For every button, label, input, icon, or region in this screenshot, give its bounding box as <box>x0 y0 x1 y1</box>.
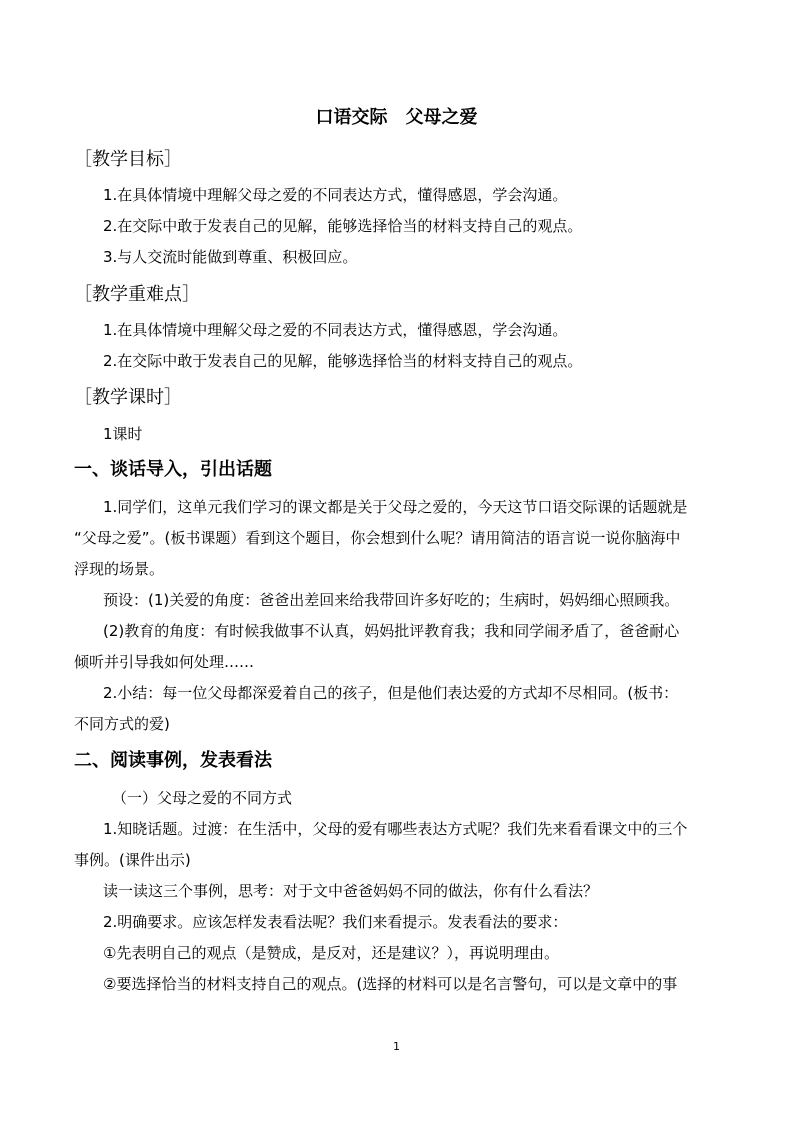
goal-item-3: 3.与人交流时能做到尊重、积极回应。 <box>103 248 358 266</box>
part1-paragraph-2: 预设：(1)关爱的角度：爸爸出差回来给我带回许多好吃的；生病时，妈妈细心照顾我。 <box>103 591 680 609</box>
part1-paragraph-3-line-1: (2)教育的角度：有时候我做事不认真，妈妈批评教育我；我和同学闹矛盾了，爸爸耐心 <box>103 622 680 640</box>
part1-paragraph-1-line-3: 浮现的场景。 <box>74 560 165 578</box>
keypoints-heading: ［教学重难点］ <box>74 284 200 305</box>
part2-heading: 二、阅读事例，发表看法 <box>74 750 272 771</box>
hours-heading: ［教学课时］ <box>74 387 182 408</box>
part2-subheading: （一）父母之爱的不同方式 <box>112 789 293 807</box>
goal-item-2: 2.在交际中敢于发表自己的见解，能够选择恰当的材料支持自己的观点。 <box>103 217 583 235</box>
part2-paragraph-1-line-2: 事例。(课件出示) <box>74 851 191 869</box>
part1-paragraph-3-line-2: 倾听并引导我如何处理…… <box>74 653 255 671</box>
keypoint-item-2: 2.在交际中敢于发表自己的见解，能够选择恰当的材料支持自己的观点。 <box>103 352 583 370</box>
goals-heading: ［教学目标］ <box>74 149 182 170</box>
part1-paragraph-1-line-1: 1.同学们，这单元我们学习的课文都是关于父母之爱的，今天这节口语交际课的话题就是 <box>103 498 688 516</box>
goal-item-1: 1.在具体情境中理解父母之爱的不同表达方式，懂得感恩，学会沟通。 <box>103 186 568 204</box>
part1-paragraph-1-line-2: “父母之爱”。(板书课题）看到这个题目，你会想到什么呢？请用简洁的语言说一说你脑海中 <box>74 529 681 547</box>
hours-value: 1课时 <box>103 425 143 443</box>
part2-paragraph-2: 读一读这三个事例，思考：对于文中爸爸妈妈不同的做法，你有什么看法？ <box>103 882 599 900</box>
part2-paragraph-3: 2.明确要求。应该怎样发表看法呢？我们来看提示。发表看法的要求： <box>103 913 568 931</box>
page-number: 1 <box>393 1040 400 1053</box>
part1-paragraph-4-line-2: 不同方式的爱) <box>74 715 170 733</box>
part2-paragraph-1-line-1: 1.知晓话题。过渡：在生活中，父母的爱有哪些表达方式呢？我们先来看看课文中的三个 <box>103 820 688 838</box>
part1-paragraph-4-line-1: 2.小结：每一位父母都深爱着自己的孩子，但是他们表达爱的方式却不尽相同。(板书： <box>103 684 679 702</box>
part1-heading: 一、谈话导入，引出话题 <box>74 459 272 480</box>
keypoint-item-1: 1.在具体情境中理解父母之爱的不同表达方式，懂得感恩，学会沟通。 <box>103 321 568 339</box>
document-title: 口语交际 父母之爱 <box>315 107 478 128</box>
part2-paragraph-4: ①先表明自己的观点（是赞成，是反对，还是建议？），再说明理由。 <box>103 944 559 962</box>
part2-paragraph-5: ②要选择恰当的材料支持自己的观点。(选择的材料可以是名言警句，可以是文章中的事 <box>103 975 678 993</box>
